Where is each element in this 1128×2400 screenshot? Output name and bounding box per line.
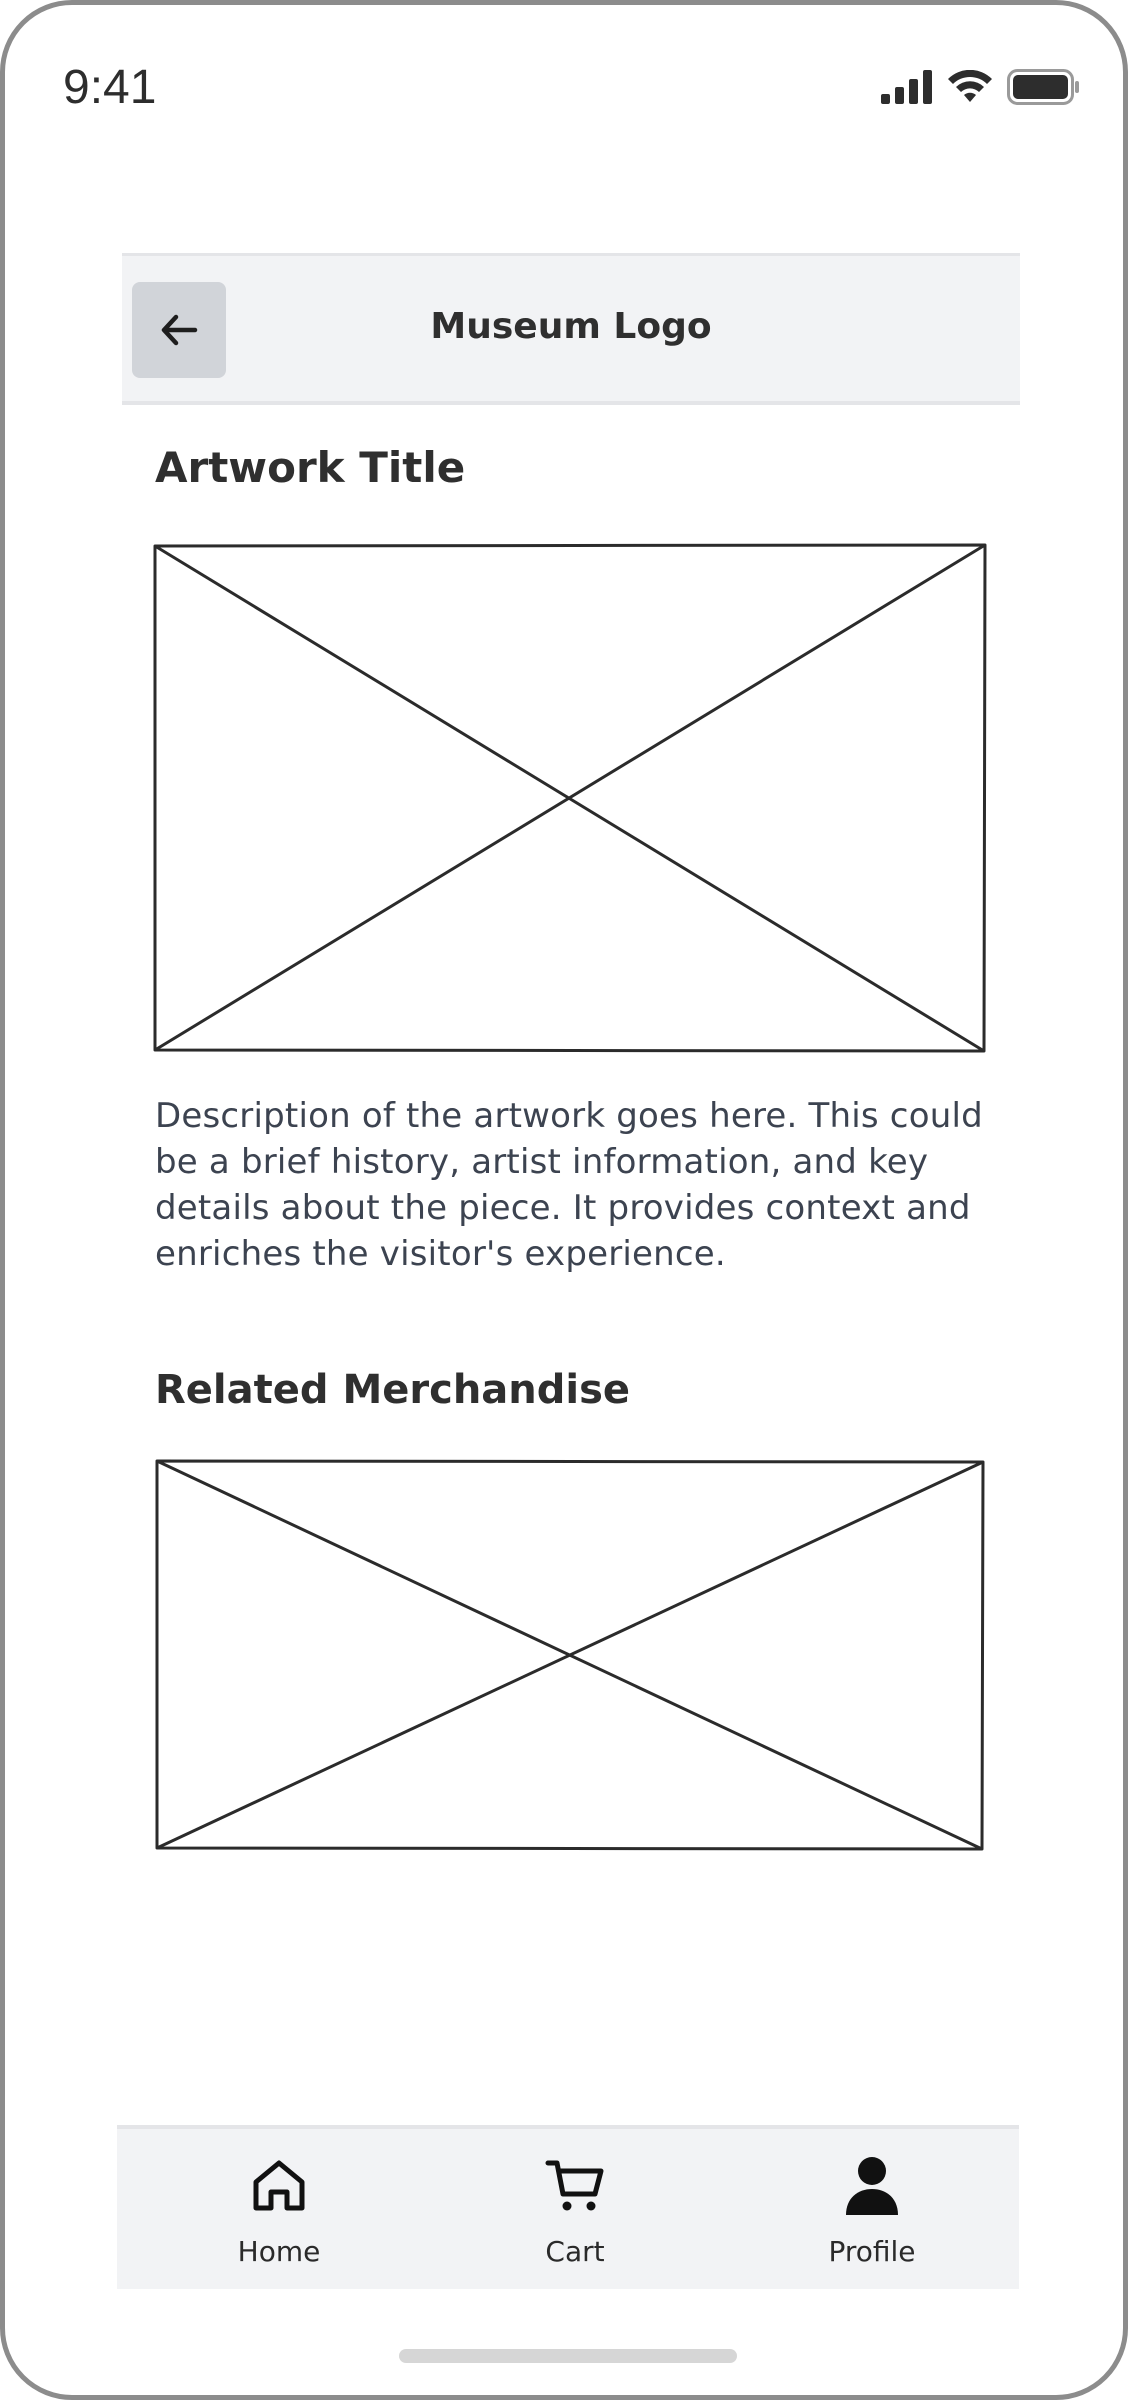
nav-item-cart[interactable]	[485, 2153, 665, 2273]
artwork-title: Artwork Title	[155, 443, 466, 492]
status-time: 9:41	[63, 61, 157, 114]
nav-label-cart: Cart	[545, 2235, 605, 2268]
status-icons	[881, 69, 1081, 105]
nav-item-home[interactable]	[189, 2153, 369, 2273]
home-indicator[interactable]	[399, 2349, 737, 2363]
signal-icon	[881, 70, 933, 104]
status-bar	[5, 5, 1123, 155]
cart-icon	[545, 2158, 605, 2214]
home-icon	[250, 2158, 308, 2214]
wifi-icon	[947, 70, 993, 104]
app-header	[122, 253, 1020, 405]
merchandise-title: Related Merchandise	[155, 1367, 631, 1413]
bottom-navigation	[117, 2125, 1019, 2289]
artwork-image-placeholder	[153, 543, 987, 1053]
nav-label-home: Home	[237, 2235, 321, 2268]
merchandise-image-placeholder[interactable]	[155, 1459, 985, 1851]
artwork-description: Description of the artwork goes here. This could be a brief history, artist information, and key details about the piece. It provides context and enriches the visitor's experience.	[155, 1096, 983, 1274]
profile-icon	[844, 2156, 900, 2216]
nav-item-profile[interactable]	[782, 2153, 962, 2273]
nav-label-profile: Profile	[828, 2235, 916, 2268]
battery-icon	[1007, 69, 1081, 105]
museum-logo: Museum Logo	[430, 306, 712, 347]
